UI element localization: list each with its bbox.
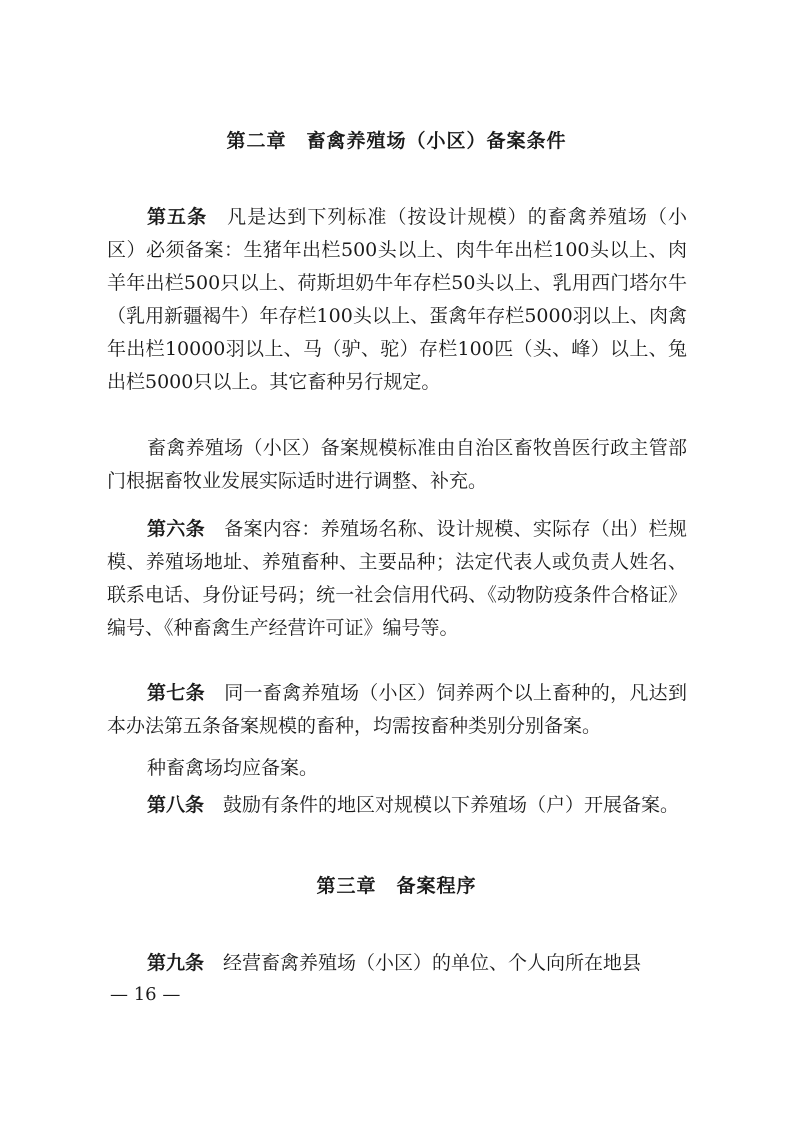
article-7-paragraph-2: 种畜禽场均应备案。 bbox=[147, 757, 319, 779]
article-8-label: 第八条 bbox=[147, 794, 205, 816]
article-6 bbox=[107, 513, 687, 645]
chapter-2-title: 第二章 畜禽养殖场（小区）备案条件 bbox=[226, 130, 567, 152]
article-8-text: 鼓励有条件的地区对规模以下养殖场（户）开展备案。 bbox=[223, 794, 680, 816]
article-6-label: 第六条 bbox=[147, 518, 205, 540]
article-9-text: 经营畜禽养殖场（小区）的单位、个人向所在地县 bbox=[223, 952, 642, 974]
article-7-text: 同一畜禽养殖场（小区）饲养两个以上畜种的，凡达到本办法第五条备案规模的畜种，均需按畜种类别分别备案。 bbox=[107, 682, 687, 737]
article-6-text: 备案内容：养殖场名称、设计规模、实际存（出）栏规模、养殖场地址、养殖畜种、主要品种；法定代表人或负责人姓名、联系电话、身份证号码；统一社会信用代码、《动物防疫条件合格证》编号、《种畜禽生产经营许可证》编号等。 bbox=[107, 518, 687, 639]
article-5 bbox=[107, 201, 687, 398]
article-8 bbox=[107, 789, 687, 822]
article-9-label: 第九条 bbox=[147, 952, 205, 974]
article-5-label: 第五条 bbox=[147, 206, 208, 228]
article-5-text: 凡是达到下列标准（按设计规模）的畜禽养殖场（小区）必须备案：生猪年出栏500头以上、肉牛年出栏100头以上、肉羊年出栏500只以上、荷斯坦奶牛年存栏50头以上、乳用西门塔尔牛（乳用新疆褐牛）年存栏100头以上、蛋禽年存栏5000羽以上、肉禽年出栏10000羽以上、马（驴、驼）存栏100匹（头、峰）以上、兔出栏5000只以上。其它畜种另行规定。 bbox=[107, 206, 687, 393]
article-9 bbox=[107, 947, 687, 980]
article-7 bbox=[107, 677, 687, 743]
article-5-paragraph-2: 畜禽养殖场（小区）备案规模标准由自治区畜牧兽医行政主管部门根据畜牧业发展实际适时进行调整、补充。 bbox=[107, 437, 687, 492]
article-7-label: 第七条 bbox=[147, 682, 205, 704]
chapter-3-title: 第三章 备案程序 bbox=[316, 875, 477, 897]
page-number: — 16 — bbox=[110, 984, 181, 1005]
